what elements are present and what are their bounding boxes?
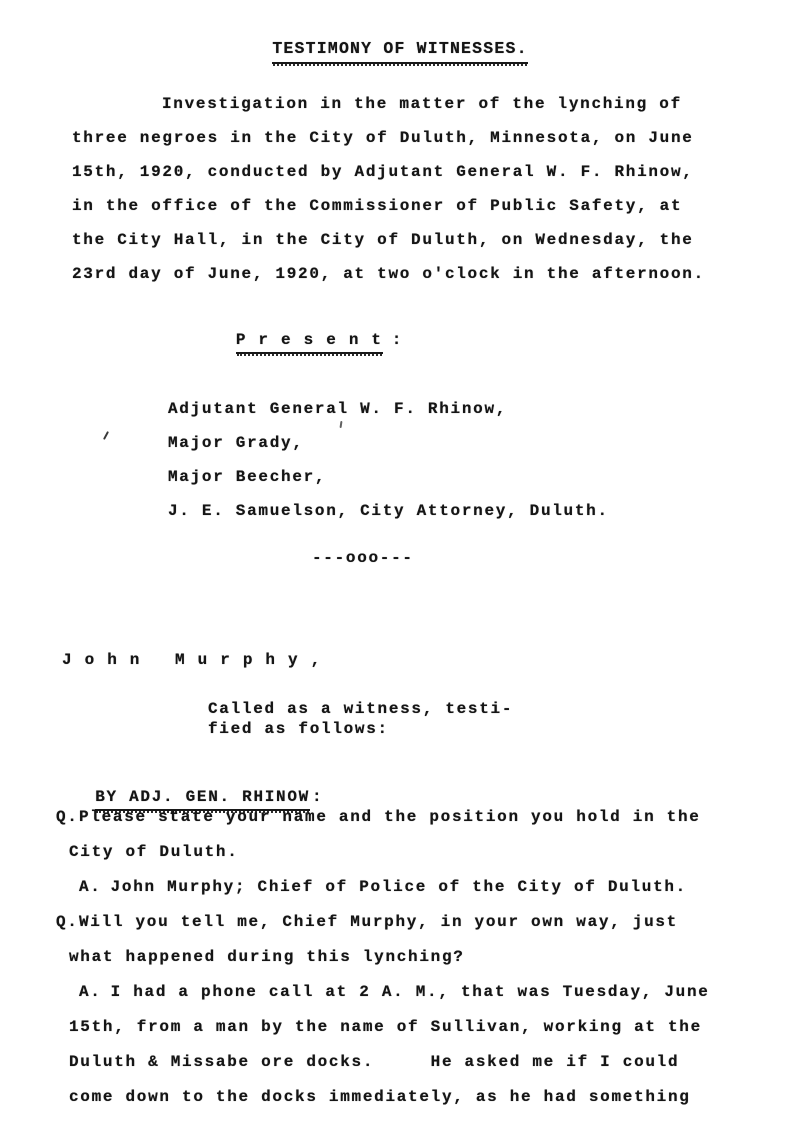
- scan-stray-mark: [103, 431, 109, 440]
- section-separator: ---ooo---: [312, 549, 414, 567]
- attendee-line: Adjutant General W. F. Rhinow,: [168, 400, 508, 418]
- qa-text: Will you tell me, Chief Murphy, in your own way, just: [79, 913, 678, 931]
- attendee-line: J. E. Samuelson, City Attorney, Duluth.: [168, 502, 609, 520]
- qa-line: [56, 905, 710, 940]
- intro-paragraph: [72, 87, 705, 291]
- called-line: Called as a witness, testi-: [208, 700, 514, 718]
- attendee-line: Major Beecher,: [168, 468, 327, 486]
- qa-text: Please state your name and the position you hold in the: [79, 808, 701, 826]
- qa-block: [56, 800, 710, 870]
- intro-line: the City Hall, in the City of Duluth, on Wednesday, the: [72, 231, 694, 249]
- question-marker: Q.: [56, 808, 79, 826]
- witness-name: J o h n M u r p h y ,: [62, 651, 322, 669]
- qa-line: 15th, from a man by the name of Sullivan, working at the: [69, 1018, 702, 1036]
- present-heading: [168, 310, 609, 374]
- qa-block: [56, 905, 710, 975]
- qa-line: Duluth & Missabe ore docks. He asked me if I could: [69, 1053, 680, 1071]
- intro-line: three negroes in the City of Duluth, Minnesota, on June: [72, 129, 694, 147]
- qa-line: [56, 975, 710, 1010]
- qa-block: [56, 870, 710, 905]
- present-heading-colon: :: [391, 331, 404, 349]
- intro-line: in the office of the Commissioner of Public Safety, at: [72, 197, 683, 215]
- qa-block: [56, 975, 710, 1115]
- qa-text: John Murphy; Chief of Police of the City of Duluth.: [110, 878, 687, 896]
- examiner-heading-colon: :: [311, 788, 324, 806]
- present-section: [168, 310, 609, 528]
- answer-marker: A.: [79, 983, 102, 1001]
- attendee-list: [168, 392, 609, 528]
- qa-text: I had a phone call at 2 A. M., that was Tuesday, June: [110, 983, 710, 1001]
- qa-line: City of Duluth.: [69, 843, 239, 861]
- present-heading-label: P r e s e n t: [236, 330, 383, 354]
- title-row: [0, 38, 800, 64]
- examiner-heading-label: BY ADJ. GEN. RHINOW: [95, 787, 310, 811]
- called-line: fied as follows:: [208, 720, 389, 738]
- intro-line: 23rd day of June, 1920, at two o'clock in the afternoon.: [72, 265, 705, 283]
- question-answer-section: [56, 800, 710, 1115]
- intro-line: Investigation in the matter of the lynching of: [162, 95, 682, 113]
- question-marker: Q.: [56, 913, 79, 931]
- intro-line: 15th, 1920, conducted by Adjutant General W. F. Rhinow,: [72, 163, 694, 181]
- qa-line: what happened during this lynching?: [69, 948, 465, 966]
- qa-line: come down to the docks immediately, as he had something: [69, 1088, 691, 1106]
- attendee-line: Major Grady,: [168, 434, 304, 452]
- qa-line: [56, 870, 710, 905]
- called-as-witness: [208, 699, 513, 739]
- page-title: TESTIMONY OF WITNESSES.: [272, 38, 527, 64]
- answer-marker: A.: [79, 878, 102, 896]
- qa-line: [56, 800, 710, 835]
